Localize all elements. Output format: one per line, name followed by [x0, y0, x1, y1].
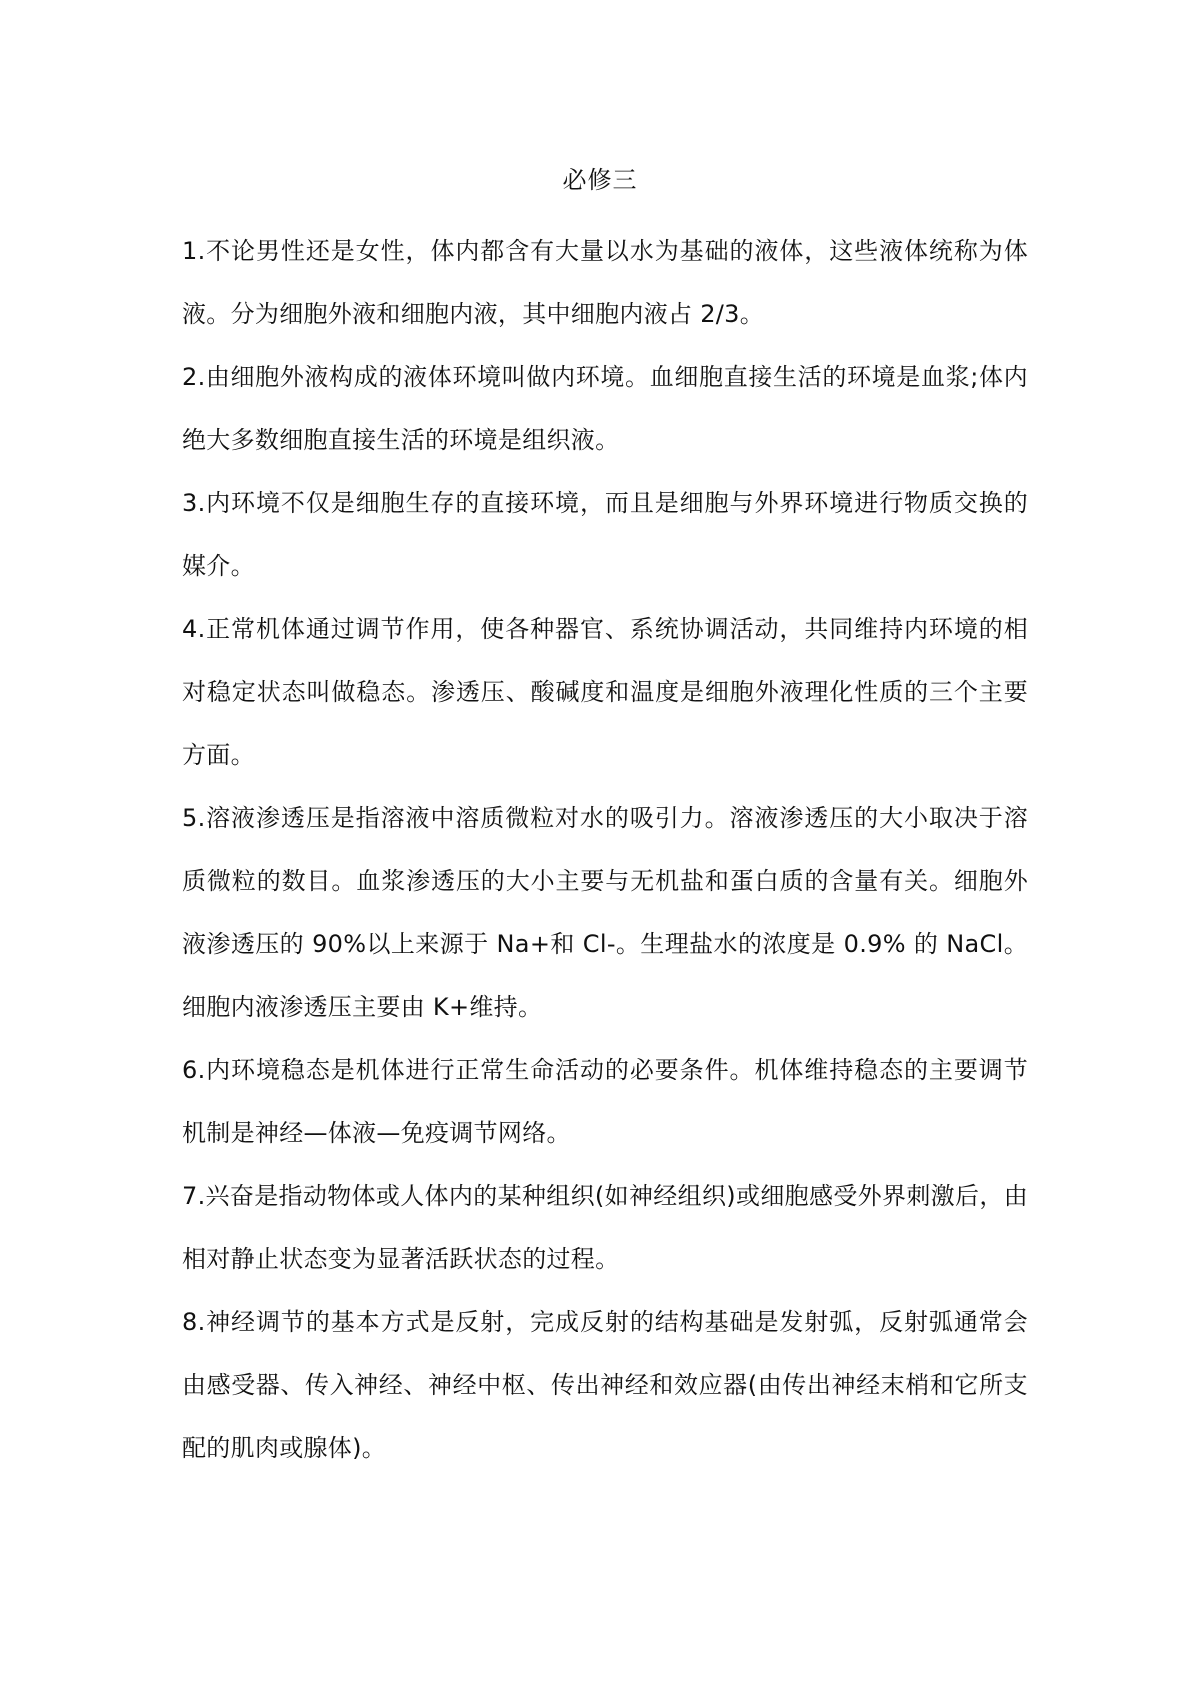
paragraph-8: 8.神经调节的基本方式是反射，完成反射的结构基础是发射弧，反射弧通常会由感受器、传入神经、神经中枢、传出神经和效应器(由传出神经末梢和它所支配的肌肉或腺体)。 [182, 1308, 1028, 1462]
document-title: 必修三 [562, 166, 638, 194]
paragraph-7: 7.兴奋是指动物体或人体内的某种组织(如神经组织)或细胞感受外界刺激后，由相对静止状态变为显著活跃状态的过程。 [182, 1182, 1028, 1273]
paragraph-4: 4.正常机体通过调节作用，使各种器官、系统协调活动，共同维持内环境的相对稳定状态叫做稳态。渗透压、酸碱度和温度是细胞外液理化性质的三个主要方面。 [182, 615, 1028, 769]
paragraph-2: 2.由细胞外液构成的液体环境叫做内环境。血细胞直接生活的环境是血浆;体内绝大多数细胞直接生活的环境是组织液。 [182, 363, 1028, 454]
document-body [182, 220, 1028, 1480]
paragraph-1: 1.不论男性还是女性，体内都含有大量以水为基础的液体，这些液体统称为体液。分为细胞外液和细胞内液，其中细胞内液占 2/3。 [182, 237, 1028, 328]
paragraph-3: 3.内环境不仅是细胞生存的直接环境，而且是细胞与外界环境进行物质交换的媒介。 [182, 489, 1028, 580]
paragraph-6: 6.内环境稳态是机体进行正常生命活动的必要条件。机体维持稳态的主要调节机制是神经—体液—免疫调节网络。 [182, 1056, 1028, 1147]
paragraph-5: 5.溶液渗透压是指溶液中溶质微粒对水的吸引力。溶液渗透压的大小取决于溶质微粒的数目。血浆渗透压的大小主要与无机盐和蛋白质的含量有关。细胞外液渗透压的 90%以上来源于 Na+和 Cl-。生理盐水的浓度是 0.9% 的 NaCl。细胞内液渗透压主要由 K+维持。 [182, 804, 1028, 1021]
